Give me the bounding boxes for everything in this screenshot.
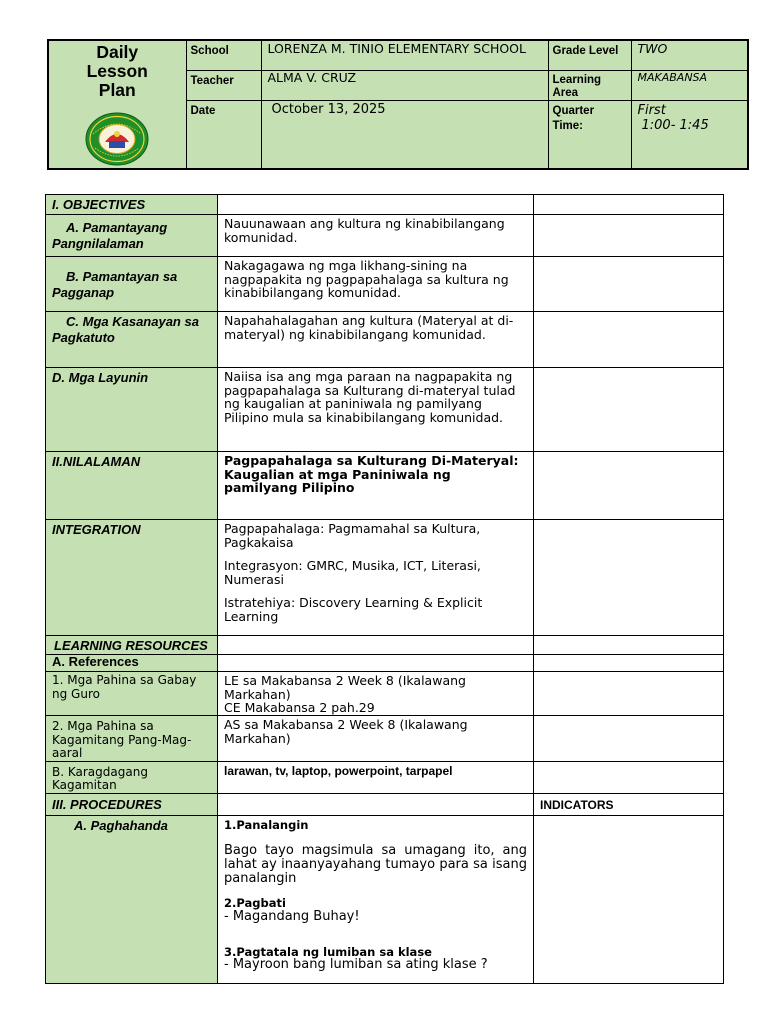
procedures-heading: III. PROCEDURES <box>52 796 162 812</box>
prayer-text: Bago tayo magsimula sa umagang ito, ang lahat ay inaanyayahang tumayo para sa isang panalangin <box>224 842 527 886</box>
integration-label: INTEGRATION <box>52 522 141 537</box>
table-row <box>46 636 724 655</box>
header-table <box>47 39 749 170</box>
school-value-cell <box>261 40 548 70</box>
learning-area-label: Area <box>552 86 579 99</box>
quarter-label-cell <box>548 100 631 169</box>
other-resources-label: B. Karagdagang Kagamitan <box>52 764 148 792</box>
grade-level-value: TWO <box>637 41 668 56</box>
table-row <box>46 655 724 672</box>
grade-level-label: Grade Level <box>552 45 619 57</box>
table-row <box>46 257 724 312</box>
teacher-label-cell <box>186 70 261 100</box>
objective-c-text: Napahahalagahan ang kultura (Materyal at di-materyal) ng kinabibilangang komunidad. <box>224 313 514 342</box>
quarter-label: Quarter <box>552 104 595 117</box>
teacher-guide-ref: LE sa Makabansa 2 Week 8 (Ikalawang Markahan) <box>224 673 466 702</box>
page-title-line: Daily <box>96 42 139 62</box>
date-label-cell <box>186 100 261 169</box>
teacher-value-cell <box>261 70 548 100</box>
attendance-title: 3.Pagtatala ng lumiban sa klase <box>224 944 432 959</box>
grade-label-cell <box>548 40 631 70</box>
objectives-heading: I. OBJECTIVES <box>52 197 146 212</box>
references-heading: A. References <box>52 654 139 669</box>
content-text: Pagpapahalaga sa Kulturang Di-Materyal: Kaugalian at mga Paniniwala ng pamilyang Pilipino <box>224 453 519 495</box>
lesson-plan-table <box>45 194 724 984</box>
objective-b-text: Nakagagawa ng mga likhang-sining na nagpapakita ng pagpapahalaga sa kultura ng kinabibilangang komunidad. <box>224 258 509 300</box>
table-row <box>46 793 724 815</box>
objective-d-label: D. Mga Layunin <box>52 370 149 385</box>
integration-values: Pagpapahalaga: Pagmamahal sa Kultura, Pagkakaisa <box>224 521 481 550</box>
quarter-value: First <box>637 102 666 118</box>
content-label: II.NILALAMAN <box>52 454 141 469</box>
learning-area-label: Learning <box>552 73 602 86</box>
date-value: October 13, 2025 <box>271 101 386 117</box>
school-label: School <box>190 45 229 57</box>
quarter-value-cell <box>631 100 748 169</box>
greeting-text: - Magandang Buhay! <box>224 908 360 924</box>
date-value-cell <box>261 100 548 169</box>
school-name: LORENZA M. TINIO ELEMENTARY SCHOOL <box>267 41 526 56</box>
teacher-guide-page: CE Makabansa 2 pah.29 <box>224 700 375 715</box>
learning-resources-heading: LEARNING RESOURCES <box>54 638 208 653</box>
learner-material-label: 2. Mga Pahina sa Kagamitang Pang-Mag-aaral <box>52 719 192 760</box>
indicators-heading: INDICATORS <box>540 797 614 812</box>
attendance-text: - Mayroon bang lumiban sa ating klase ? <box>224 956 488 972</box>
school-seal-logo <box>85 112 149 166</box>
objective-a-label: A. Pamantayang Pangnilalaman <box>52 220 168 251</box>
other-resources-list: larawan, tv, laptop, powerpoint, tarpapel <box>224 763 453 778</box>
objective-d-text: Naiisa isa ang mga paraan na nagpapakita ng pagpapahalaga sa Kulturang di-materyal tulad ng kaugalian at paniniwala ng pamilyang Pilipino mula sa kinabibilangang komunidad. <box>224 369 516 425</box>
grade-value-cell <box>631 40 748 70</box>
title-cell <box>48 40 186 169</box>
teacher-label: Teacher <box>190 74 234 87</box>
table-row <box>46 520 724 636</box>
page-title-line: Plan <box>98 80 136 100</box>
time-value: 1:00- 1:45 <box>641 117 709 133</box>
time-label: Time: <box>552 119 583 132</box>
integration-subjects: Integrasyon: GMRC, Musika, ICT, Literasi, Numerasi <box>224 558 481 587</box>
preparation-label: A. Paghahanda <box>74 817 168 833</box>
teacher-name: ALMA V. CRUZ <box>267 69 357 85</box>
greeting-title: 2.Pagbati <box>224 895 286 910</box>
learner-material-ref: AS sa Makabansa 2 Week 8 (Ikalawang Markahan) <box>224 717 468 746</box>
area-value-cell <box>631 70 748 100</box>
school-label-cell <box>186 40 261 70</box>
objective-a-text: Nauunawaan ang kultura ng kinabibilangang komunidad. <box>224 216 505 245</box>
objective-b-label: B. Pamantayan sa Pagganap <box>52 269 178 300</box>
table-row <box>46 312 724 368</box>
table-row <box>46 195 724 215</box>
table-row <box>46 215 724 257</box>
objective-c-label: C. Mga Kasanayan sa Pagkatuto <box>52 314 199 345</box>
page-title-line: Lesson <box>86 61 148 81</box>
table-row <box>46 761 724 793</box>
integration-strategy: Istratehiya: Discovery Learning & Explicit Learning <box>224 595 483 624</box>
table-row <box>46 815 724 983</box>
area-label-cell <box>548 70 631 100</box>
date-label: Date <box>190 104 216 117</box>
table-row <box>46 716 724 762</box>
teacher-guide-label: 1. Mga Pahina sa Gabay ng Guro <box>52 673 197 701</box>
prayer-title: 1.Panalangin <box>224 817 309 832</box>
table-row <box>46 672 724 716</box>
learning-area-value: MAKABANSA <box>637 70 708 84</box>
table-row <box>46 452 724 520</box>
table-row <box>46 368 724 452</box>
